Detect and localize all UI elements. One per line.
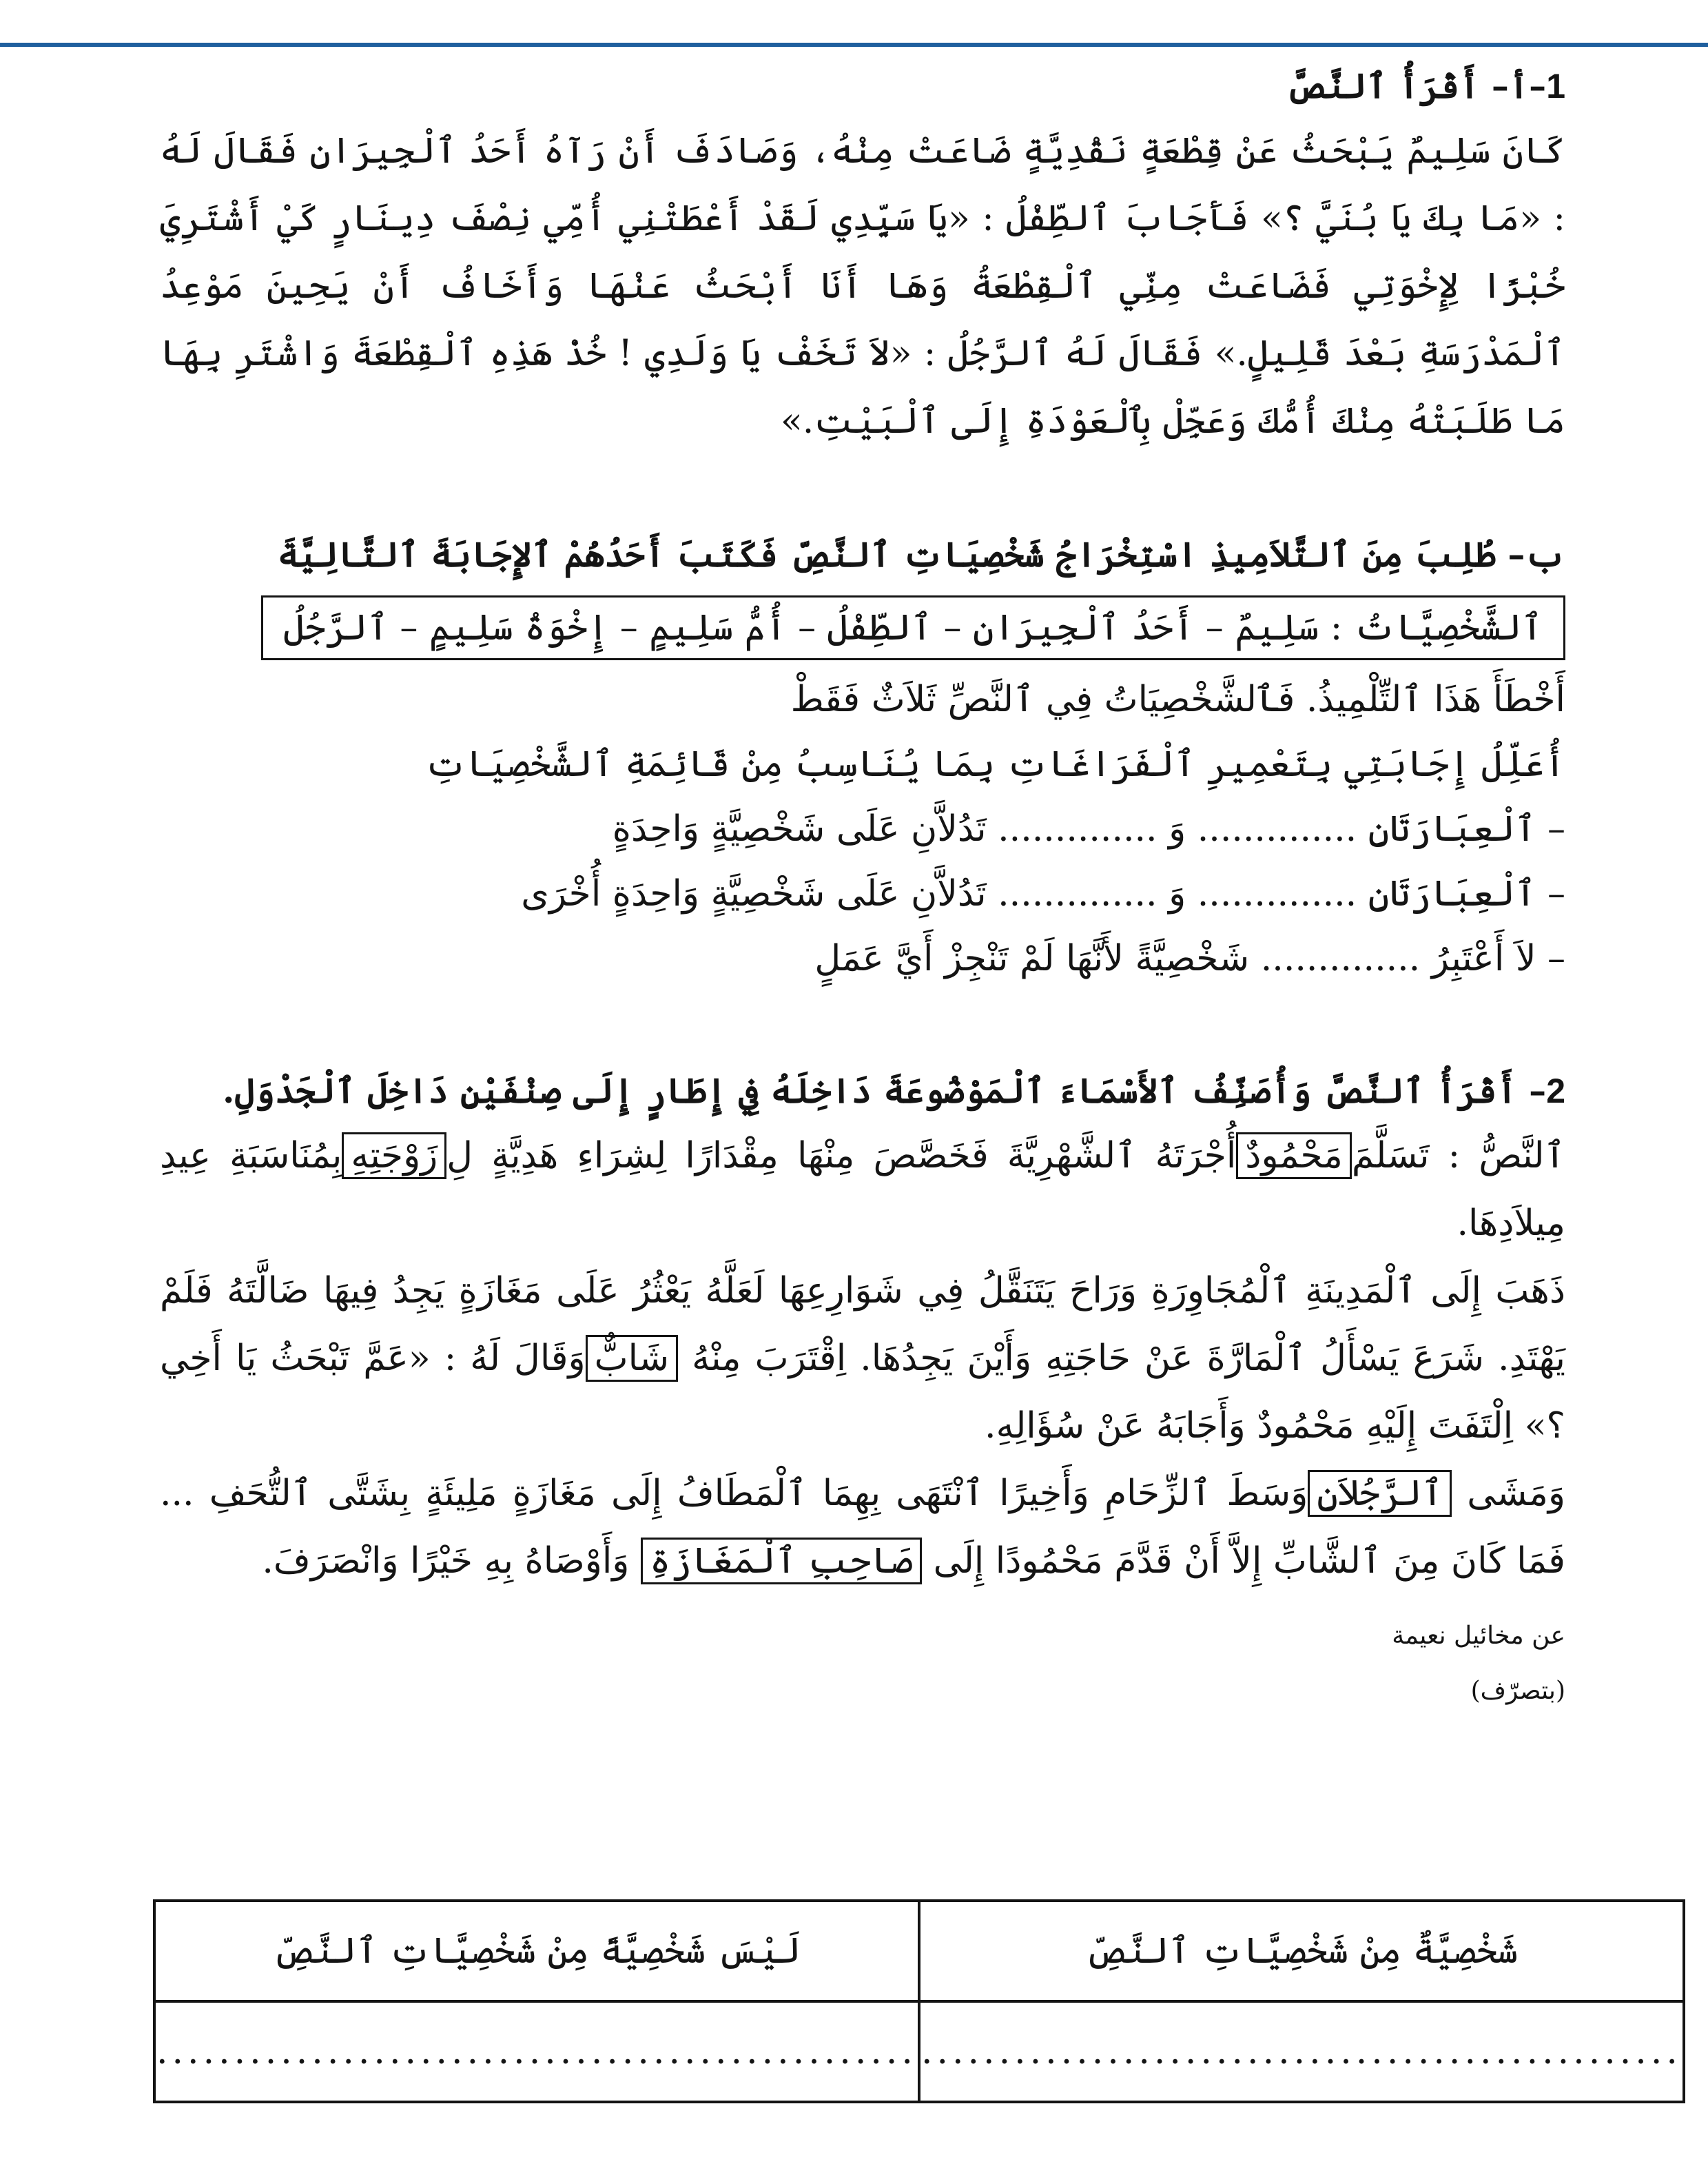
blank-field[interactable]: .............. [998, 808, 1157, 850]
passage-2-paragraph-3 [160, 1460, 1565, 1595]
text-run: وَسَطَ ٱلزِّحَامِ وَأَخِيرًا ٱنْتَهَى بِهِمَا ٱلْمَطَافُ إِلَى مَغَازَةٍ مَلِيئَةٍ بِشَتَّى ٱلتُّحَفِ ... فَمَا كَانَ مِنَ ٱلشَّابِّ إِلاَّ أَنْ قَدَّمَ مَحْمُودًا إِلَى [160, 1473, 1565, 1582]
spacer [160, 455, 1565, 524]
item-text: تَدُلاَّنِ عَلَى شَخْصِيَّةٍ وَاحِدَةٍ أُخْرَى [521, 873, 987, 915]
item-label: – لاَ أَعْتَبِرُ [1431, 938, 1565, 979]
boxed-noun-young-man: شَابٌّ [586, 1335, 678, 1382]
spacer [160, 991, 1565, 1060]
boxed-noun-wife: زَوْجَتِهِ [342, 1132, 446, 1179]
source-note: (بتصرّف) [1470, 1677, 1565, 1705]
passage-2-paragraph-2 [160, 1257, 1565, 1460]
question-b-title: ب– طُلِبَ مِنَ ٱلتَّلاَمِيذِ اسْتِخْرَاجُ شَخْصِيَاتِ ٱلنَّصِّ فَكَتَبَ أَحَدُهُمْ ٱلإِجَابَةَ ٱلتَّالِيَّةَ [278, 534, 1565, 575]
question-number: 2 [1546, 1072, 1565, 1110]
item-conjunction: وَ [1169, 808, 1186, 850]
blank-field[interactable]: .............. [1197, 808, 1357, 850]
text-run: وَمَشَى [1467, 1473, 1565, 1514]
item-label: – ٱلْعِبَارَتَانِ [1368, 808, 1565, 850]
text-run: ذَهَبَ إِلَى ٱلْمَدِينَةِ ٱلْمُجَاوِرَةِ وَرَاحَ يَتَنَقَّلُ فِي شَوَارِعِهَا لَعَلَّهُ يَعْثُرُ عَلَى مَغَازَةٍ يَجِدُ فِيهَا ضَالَّتَهُ فَلَمْ يَهْتَدِ. شَرَعَ يَسْأَلُ ٱلْمَارَّةَ عَنْ حَاجَتِهِ وَأَيْنَ يَجِدُهَا. اِقْتَرَبَ مِنْهُ [160, 1270, 1565, 1379]
boxed-noun-shop-owner: صَاحِبِ ٱلْمَغَازَةِ [641, 1538, 922, 1584]
boxed-noun-two-men: ٱلرَّجُلاَنِ [1308, 1470, 1452, 1517]
table-header-characters: شَخْصِيَّةٌ مِنْ شَخْصِيَّاتِ ٱلنَّصِّ [919, 1901, 1684, 2001]
classification-table [153, 1899, 1685, 2103]
question-number: 1 [1546, 67, 1565, 105]
table-header-non-characters: لَيْسَ شَخْصِيَّةً مِنْ شَخْصِيَّاتِ ٱلنَّصِّ [154, 1901, 919, 2001]
fill-item-1 [160, 797, 1565, 861]
item-text: تَدُلاَّنِ عَلَى شَخْصِيَّةٍ وَاحِدَةٍ [612, 808, 987, 850]
top-rule [0, 43, 1708, 47]
text-run: أُجْرَتَهُ ٱلشَّهْرِيَّةَ فَخَصَّصَ مِنْهَا مِقْدَارًا لِشِرَاءِ هَدِيَّةٍ لِ [446, 1135, 1237, 1176]
characters-box: ٱلشَّخْصِيَّاتُ : سَلِيمٌ – أَحَدُ ٱلْجِيرَانِ – ٱلطِّفْلُ – أُمُّ سَلِيمٍ – إِخْوَةُ سَلِيمٍ – ٱلرَّجُلُ [261, 595, 1566, 660]
item-conjunction: وَ [1169, 873, 1186, 915]
fill-item-3 [160, 926, 1565, 991]
text-run: وَقَالَ لَهُ : «عَمَّ تَبْحَثُ يَا أَخِي ؟» اِلْتَفَتَ إِلَيْهِ مَحْمُودٌ وَأَجَابَهُ عَنْ سُؤَالِهِ. [160, 1338, 1565, 1447]
text-run: بِمُنَاسَبَةِ عِيدِ مِيلاَدِهَا. [160, 1135, 1565, 1244]
fill-item-2 [160, 861, 1565, 926]
blank-field[interactable]: .............. [1197, 873, 1357, 915]
source-author: عن مخائيل نعيمة [1392, 1622, 1565, 1650]
statement-line: أَخْطَأَ هَذَا ٱلتِّلْمِيذُ. فَٱلشَّخْصِيَاتُ فِي ٱلنَّصِّ ثَلاَثٌ فَقَطْ [790, 679, 1565, 720]
text-run: ٱلنَّصُّ : تَسَلَّمَ [1351, 1135, 1565, 1176]
text-run: وَأَوْصَاهُ بِهِ خَيْرًا وَانْصَرَفَ. [262, 1540, 630, 1582]
passage-2-paragraph-1 [160, 1122, 1565, 1257]
blank-field[interactable]: .............. [1260, 938, 1421, 979]
answer-cell-characters[interactable]: ................................................. [919, 2001, 1684, 2102]
blank-field[interactable]: .............. [998, 873, 1157, 915]
worksheet-page [160, 55, 1565, 1719]
table-header-row [154, 1901, 1684, 2001]
boxed-noun-mahmoud: مَحْمُودٌ [1236, 1132, 1352, 1179]
instruction-line: أُعَلِّلُ إِجَابَتِي بِتَعْمِيرِ ٱلْفَرَاغَاتِ بِمَا يُنَاسِبُ مِنْ قَائِمَةِ ٱلشَّخْصِيَاتِ [424, 744, 1565, 785]
question-title-text: – أَقْرَأُ ٱلنَّصَّ وَأُصَنِّفُ ٱلأَسْمَاءَ ٱلْمَوْضُوعَةَ دَاخِلَهُ فِي إِطَارٍ إِلَى صِنْفَيْنِ دَاخِلَ ٱلْجَدْوَلِ. [222, 1070, 1547, 1111]
table-row [154, 2001, 1684, 2102]
item-label: – ٱلْعِبَارَتَانِ [1368, 873, 1565, 915]
question-1-title [160, 55, 1565, 117]
answer-cell-non-characters[interactable]: ................................................. [154, 2001, 919, 2102]
item-text: شَخْصِيَّةً لأَنَّهَا لَمْ تَنْجِزْ أَيَّ عَمَلٍ [814, 938, 1250, 979]
question-title-text: –أ– أَقْرَأُ ٱلنَّصَّ [1286, 65, 1547, 106]
reading-passage-1: كَانَ سَلِيمٌ يَبْحَثُ عَنْ قِطْعَةٍ نَقْدِيَّةٍ ضَاعَتْ مِنْهُ، وَصَادَفَ أَنْ رَآهُ أَحَدُ ٱلْجِيرَانِ فَقَالَ لَهُ : «مَا بِكَ يَا بُنَيَّ ؟» فَأَجَابَ ٱلطِّفْلُ : «يَا سَيِّدِي لَقَدْ أَعْطَتْنِي أُمِّي نِصْفَ دِينَارٍ كَيْ أَشْتَرِيَ خُبْزًا لِإِخْوَتِي فَضَاعَتْ مِنِّي ٱلْقِطْعَةُ وَهَا أَنَا أَبْحَثُ عَنْهَا وَأَخَافُ أَنْ يَحِينَ مَوْعِدُ ٱلْمَدْرَسَةِ بَعْدَ قَلِيلٍ.» فَقَالَ لَهُ ٱلرَّجُلُ : «لاَ تَخَفْ يَا وَلَدِي ! خُذْ هَذِهِ ٱلْقِطْعَةَ وَاشْتَرِ بِهَا مَا طَلَبَتْهُ مِنْكَ أُمُّكَ وَعَجِّلْ بِٱلْعَوْدَةِ إِلَى ٱلْبَيْتِ.» [160, 130, 1565, 442]
question-2-title [160, 1060, 1565, 1122]
